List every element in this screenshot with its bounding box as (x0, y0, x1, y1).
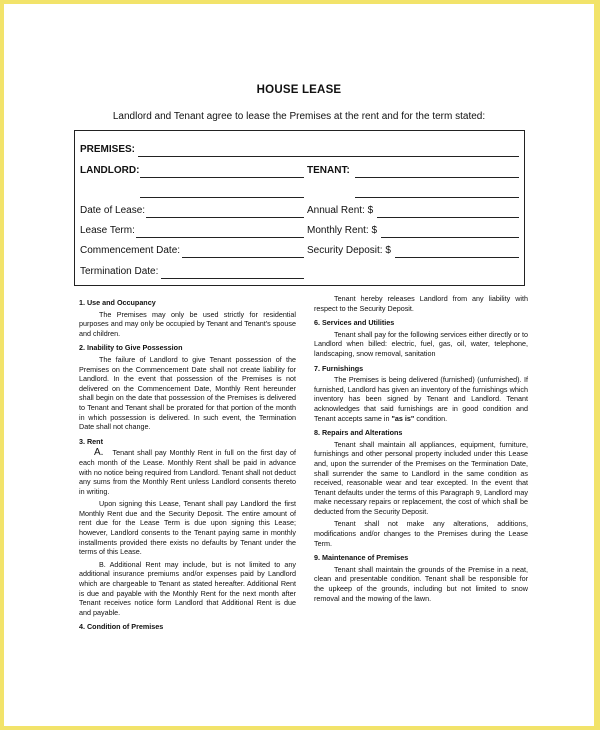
section-repairs-and-alterations (314, 428, 528, 548)
section-furnishings (314, 364, 528, 424)
lease-document (4, 4, 594, 726)
section-body: Tenant shall maintain the grounds of the Premise in a neat, clean and presentable condition. Tenant shall be responsible for the upkeep of the grounds, including but not limited to snow removal and the mowing of the lawn. (314, 564, 528, 603)
landlord-field[interactable] (140, 177, 304, 178)
annual-rent-label: Annual Rent: $ (307, 205, 374, 216)
section-heading: 3. Rent (79, 436, 103, 446)
monthly-rent-field[interactable] (381, 237, 519, 238)
as-is-text: "as is" (391, 413, 415, 423)
date-of-lease-label: Date of Lease: (80, 205, 146, 216)
document-title: HOUSE LEASE (256, 84, 342, 96)
section-heading: 7. Furnishings (314, 363, 364, 373)
section-body: Tenant hereby releases Landlord from any liability with respect to the Security Deposit. (314, 294, 528, 313)
section-security-deposit-continued (314, 294, 528, 313)
rent-para-a-letter: A. (94, 447, 104, 459)
rent-paragraph-a (79, 448, 296, 496)
section-maintenance-of-premises (314, 553, 528, 603)
section-rent (79, 437, 296, 618)
section-heading: 2. Inability to Give Possession (79, 343, 183, 353)
termination-date-field[interactable] (161, 278, 304, 279)
section-services-and-utilities (314, 318, 528, 358)
security-deposit-label: Security Deposit: $ (307, 245, 391, 256)
furnishings-text-end: condition. (416, 413, 448, 423)
furnishings-text: The Premises is being delivered (furnished) (unfurnished). If furnished, Landlord has given an inventory of the furnishings which inventory has been signed by Tenant and Landlord. Tenant acknowledges that said furnishings are in good condition and Tenant accepts same in (314, 375, 528, 423)
section-use-and-occupancy (79, 298, 296, 338)
section-body: The failure of Landlord to give Tenant possession of the Premises on the Commencement Date shall not create liability for Landlord. In the event that possession of the Premises is not delivered on the Commencement Date, Monthly Rent hereunder shall begin on the date that possession of the Premises is delivered to Tenant and Tenant shall be prorated for that portion of the month in which possession is delivered. In such event, the Termination Date shall not change. (79, 354, 296, 432)
termination-date-label: Termination Date: (80, 266, 159, 277)
tenant-label: TENANT: (307, 165, 350, 176)
commencement-date-label: Commencement Date: (80, 245, 181, 256)
right-column (314, 294, 528, 608)
section-body: The Premises may only be used strictly for residential purposes and may only be occupied by Tenant and Tenant's spouse and children. (79, 309, 296, 338)
section-body: Tenant shall maintain all appliances, equipment, furniture, furnishings and other personal property included under this Lease and, upon the surrender of the Premises on the Termination Date, shall surrender the same to Landlord in the same condition as received, reasonable wear and tear excepted. In the event that Tenant defaults under the terms of this Paragraph 9, Landlord may make necessary repairs or replacement, the cost of which shall be deducted from the Security Deposit. (314, 439, 528, 516)
landlord-label: LANDLORD: (80, 165, 140, 176)
left-column (79, 298, 296, 637)
annual-rent-field[interactable] (377, 217, 519, 218)
section-condition-of-premises (79, 622, 296, 632)
tenant-field[interactable] (355, 177, 519, 178)
monthly-rent-label: Monthly Rent: $ (307, 225, 378, 236)
section-heading: 1. Use and Occupancy (79, 298, 156, 307)
rent-para-a-text: Tenant shall pay Monthly Rent in full on the first day of each month of the Lease. Monthly Rent shall be paid in advance with no notice being required from Landlord. Tenant shall not deduct any sums from the Monthly Rent unless Landlord consents thereto in writing. (79, 448, 296, 496)
document-subtitle: Landlord and Tenant agree to lease the Premises at the rent and for the term stated: (112, 111, 486, 122)
lease-term-field[interactable] (136, 237, 304, 238)
section-inability-to-give-possession (79, 343, 296, 431)
security-deposit-field[interactable] (395, 257, 519, 258)
lease-info-box (74, 130, 525, 286)
section-heading: 9. Maintenance of Premises (314, 553, 409, 563)
section-body (314, 375, 528, 423)
section-heading: 4. Condition of Premises (79, 622, 164, 632)
commencement-date-field[interactable] (182, 257, 304, 258)
rent-paragraph-b: B. Additional Rent may include, but is not limited to any additional insurance premiums and/or expenses paid by Landlord which are chargeable to Tenant as stated hereafter. Additional Rent is due and payable with the Monthly Rent for the next month after Tenant receives notice form Landlord that Additional Rent is due and payable. (79, 559, 296, 617)
landlord-field-line2[interactable] (140, 197, 304, 198)
section-body-2: Tenant shall not make any alterations, additions, modifications and/or changes to the Premises during the Lease Term. (314, 519, 528, 548)
section-heading: 8. Repairs and Alterations (314, 428, 403, 438)
rent-paragraph-a2: Upon signing this Lease, Tenant shall pay Landlord the first Monthly Rent due and the Security Deposit. The entire amount of rent due for the Lease Term is due upon signing this Lease; however, Landlord consents to the Tenant paying same in monthly installments provided there exists no defaults by Tenant under the terms of this Lease. (79, 499, 296, 557)
section-heading: 6. Services and Utilities (314, 318, 395, 328)
date-of-lease-field[interactable] (146, 217, 304, 218)
premises-label: PREMISES: (80, 144, 136, 155)
section-body: Tenant shall pay for the following services either directly or to Landlord when billed: electric, fuel, gas, oil, water, telephone, landscaping, snow removal, sanitation (314, 329, 528, 358)
tenant-field-line2[interactable] (355, 197, 519, 198)
lease-term-label: Lease Term: (80, 225, 135, 236)
premises-field[interactable] (138, 156, 519, 157)
